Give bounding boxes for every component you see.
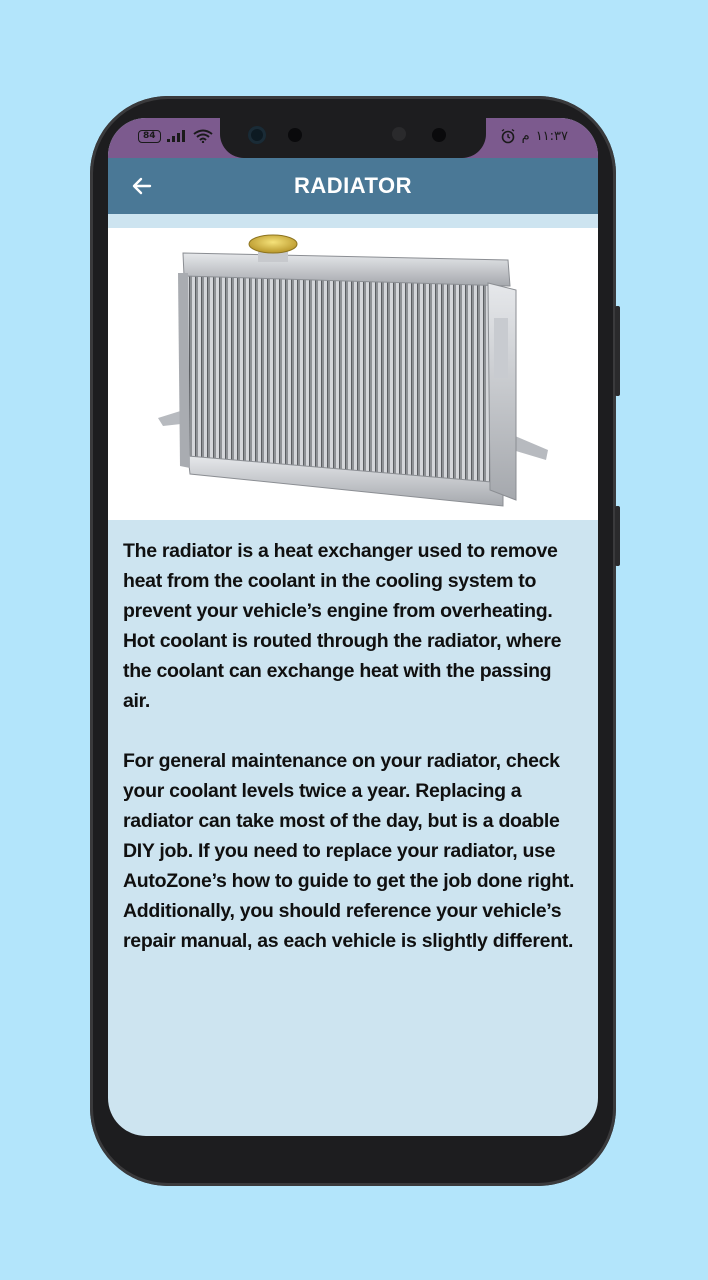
sensor-icon (432, 128, 446, 142)
paragraph: For general maintenance on your radiator, check your coolant levels twice a year. Replacing a radiator can take most of the day, but is a doable DIY job. If you need to replace your radiator, use AutoZone’s how to guide to get the job done right. Additionally, you should reference your vehicle’s repair manual, as each vehicle is slightly different. (123, 750, 575, 952)
status-time: ۱۱:۳۷ (535, 128, 568, 144)
paragraph: The radiator is a heat exchanger used to remove heat from the coolant in the cooling system to prevent your vehicle’s engine from overheating. Hot coolant is routed through the radiator, where the coolant can exchange heat with the passing air. (123, 540, 562, 712)
alarm-icon (500, 128, 516, 144)
app-bar (108, 158, 598, 214)
radiator-illustration (108, 228, 598, 520)
sensor-icon (288, 128, 302, 142)
volume-button (615, 506, 620, 566)
radiator-image (108, 228, 598, 520)
article-body (123, 536, 583, 986)
phone-frame (90, 96, 616, 1186)
battery-icon: 84 (138, 130, 161, 143)
wifi-icon (193, 129, 213, 143)
screen (108, 118, 598, 1136)
front-camera-icon (248, 126, 266, 144)
power-button (615, 306, 620, 396)
status-left (138, 129, 213, 143)
signal-icon (167, 130, 187, 142)
speaker-icon (392, 127, 406, 141)
camera-notch (220, 118, 486, 158)
page-title: RADIATOR (293, 173, 413, 198)
status-right (500, 128, 568, 144)
status-ampm: م (521, 128, 530, 144)
